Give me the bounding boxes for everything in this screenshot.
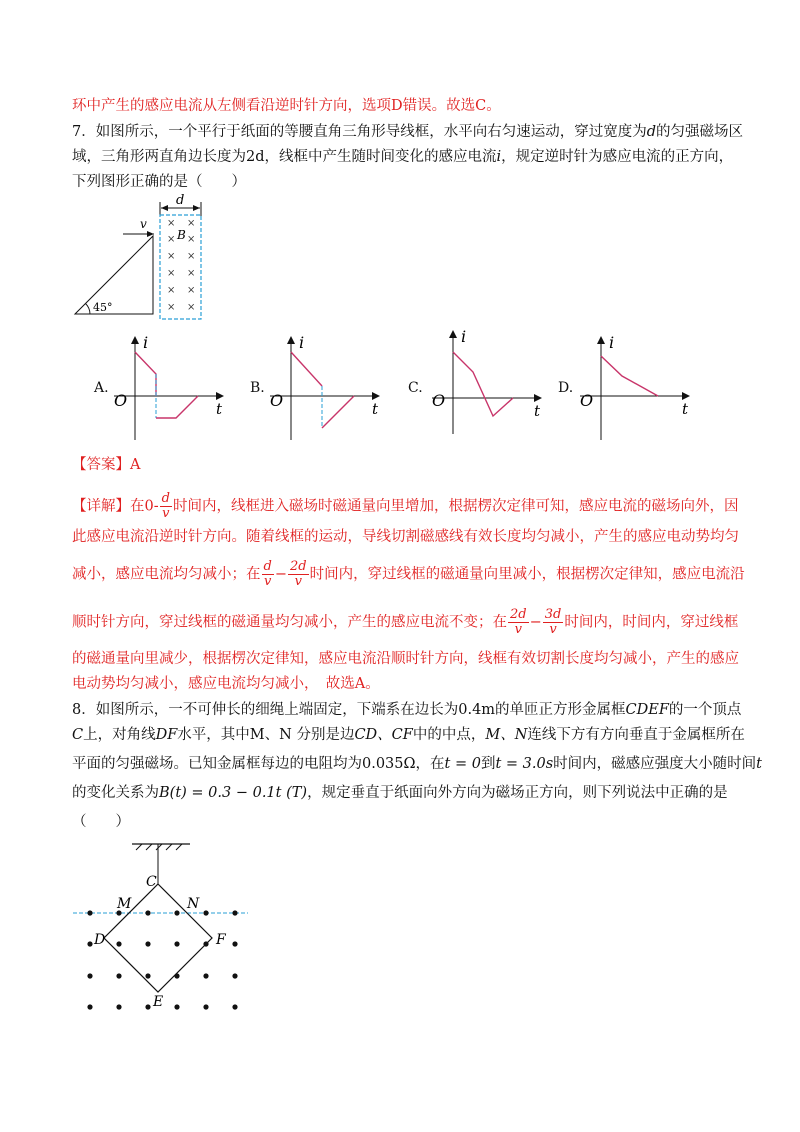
q8-l4a: 的变化关系为 [72, 785, 159, 801]
field-dot [174, 973, 179, 978]
q7-detail-line-5: 的磁通量向里减少，根据楞次定律知，感应电流沿顺时针方向，线框有效切割长度均匀减小，产生的感应 [72, 651, 739, 667]
frac-num: 3d [544, 607, 562, 622]
minus-sign: − [274, 566, 287, 583]
q8-length: 0.4m [458, 702, 496, 718]
q7-l1-end: 的匀强磁场区 [656, 124, 744, 140]
previous-answer-tail: 环中产生的感应电流从左侧看沿逆时针方向，选项D错误。故选C。 [72, 98, 501, 114]
cross-mark: × [187, 218, 196, 229]
q8-l1a: 8．如图所示，一不可伸长的细绳上端固定，下端系在边长为 [72, 702, 459, 718]
field-dot [203, 941, 208, 946]
answer-value: A [130, 457, 141, 473]
option-a-graph [110, 332, 230, 444]
q8-frame-name: CDEF [625, 702, 669, 718]
ceiling-hatch [136, 844, 182, 850]
cross-mark: × [167, 268, 176, 279]
field-dot [116, 941, 121, 946]
frac-num: d [263, 559, 272, 574]
field-dot [116, 973, 121, 978]
label-C: C [146, 874, 157, 890]
field-dot [145, 973, 150, 978]
frac-den: v [162, 506, 170, 521]
q7-detail-line-6: 电动势均匀减小，感应电流均匀减小， 故选A。 [72, 676, 380, 692]
q7-text-line-3: 下列图形正确的是（ ） [72, 174, 246, 190]
option-b-label: B. [250, 380, 265, 396]
label-F: F [216, 932, 226, 948]
field-dot [174, 1004, 179, 1009]
field-dot [232, 1004, 237, 1009]
field-dot [203, 973, 208, 978]
q8-text-line-2 [72, 725, 745, 745]
field-dot [87, 910, 92, 915]
option-a-label: A. [94, 380, 109, 396]
option-b-graph [266, 332, 386, 444]
field-dot [145, 941, 150, 946]
frac-num: 2d [510, 607, 527, 622]
frac-2d-v [508, 608, 529, 637]
q7-text-line-2 [72, 147, 734, 167]
option-d-label: D. [558, 380, 574, 396]
field-dot [87, 941, 92, 946]
q8-DF: DF [155, 727, 178, 743]
q8-l1c: 的一个顶点 [668, 702, 742, 718]
cross-mark: × [187, 302, 196, 313]
q8-l2g: 连线下方有方向垂直于金属框所在 [527, 727, 745, 743]
q8-figure [70, 836, 260, 1021]
label-E: E [153, 994, 164, 1010]
field-dot [116, 1004, 121, 1009]
frac-d-v [262, 560, 274, 589]
axis-i: i [461, 327, 467, 346]
frac-den: v [294, 574, 302, 589]
cross-mark: × [187, 285, 196, 296]
q7-l2b: ，线框中产生随时间变化的感应电流 [264, 149, 497, 165]
axis-t: t [372, 400, 379, 418]
q7-var-2d: 2d [246, 149, 265, 165]
cross-mark: × [187, 251, 196, 262]
cross-mark: × [187, 234, 196, 245]
q8-l3a: 平面的匀强磁场。已知金属框每边的电阻均为 [72, 756, 362, 772]
field-dot [203, 910, 208, 915]
cross-mark: × [167, 251, 176, 262]
q8-text-line-1 [72, 700, 742, 720]
field-dot [232, 941, 237, 946]
field-dot [174, 941, 179, 946]
axis-i: i [143, 333, 149, 352]
cross-mark: × [167, 285, 176, 296]
d3a: 减小，感应电流均匀减小；在 [72, 566, 261, 583]
q8-text-line-5: （ ） [72, 814, 130, 830]
field-dot [87, 973, 92, 978]
q7-l2c: ，规定逆时针为感应电流的正方向， [501, 149, 734, 165]
option-c-graph [428, 326, 548, 438]
triangle-frame [75, 236, 153, 314]
field-dot [232, 910, 237, 915]
q7-l2a: 域，三角形两直角边长度为 [72, 149, 246, 165]
d1b: 时间内，线框进入磁场时磁通量向里增加，根据楞次定律可知，感应电流的磁场向外，因 [172, 498, 739, 515]
q8-t1: t = 3.0s [495, 756, 554, 772]
field-dot [87, 1004, 92, 1009]
frac-2d-v [288, 560, 309, 589]
frac-num: 2d [289, 559, 307, 574]
d4b: 时间内，时间内，穿过线框 [564, 614, 739, 631]
cross-mark: × [167, 302, 176, 313]
q8-l2b: 水平，其中 [177, 727, 250, 743]
answer-tag: 【答案】 [72, 457, 130, 473]
d3b: 时间内，穿过线框的磁通量向里减小，根据楞次定律知，感应电流沿 [309, 566, 745, 583]
q8-t0: t = 0 [444, 756, 481, 772]
q8-l1b: 的单匝正方形金属框 [495, 702, 626, 718]
q8-l3d: 时间内，磁感应强度大小随时间 [553, 756, 757, 772]
label-N: N [187, 896, 200, 912]
cross-mark: × [167, 218, 176, 229]
option-c-label: C. [408, 380, 423, 396]
label-M: M [117, 896, 132, 912]
d1a: 在0- [130, 498, 159, 515]
frac-3d-v [543, 608, 564, 637]
angle-label: 45° [93, 301, 113, 314]
q7-figure [70, 192, 210, 322]
q8-l2d: CD、CF [354, 727, 413, 743]
q8-l2e: 中的中点， [412, 727, 486, 743]
origin-O: O [270, 391, 284, 410]
field-dot [232, 973, 237, 978]
v-label: v [140, 217, 147, 231]
axis-i: i [609, 333, 615, 352]
q7-text-line-1 [72, 122, 744, 142]
origin-O: O [432, 391, 446, 410]
minus-sign: − [529, 614, 542, 631]
d-label: d [176, 193, 185, 208]
q8-C: C [72, 727, 84, 743]
q8-text-line-3 [72, 754, 762, 774]
q8-equation: B(t) = 0.3 − 0.1t (T) [159, 785, 308, 801]
q8-resistance: 0.035Ω [362, 756, 416, 772]
cross-mark: × [167, 234, 176, 245]
d4a: 顺时针方向，穿过线框的磁通量均匀减小，产生的感应电流不变；在 [72, 614, 507, 631]
frac-den: v [549, 622, 557, 637]
axis-t: t [534, 402, 541, 420]
cross-mark: × [187, 268, 196, 279]
axis-i: i [299, 333, 305, 352]
B-label: B [177, 228, 186, 242]
q7-var-d: d [646, 124, 657, 140]
detail-tag: 【详解】 [72, 498, 130, 515]
frac-num: d [161, 491, 170, 506]
field-dot [145, 1004, 150, 1009]
q8-l2c: M、N 分别是边 [249, 727, 355, 743]
field-dot [174, 910, 179, 915]
label-D: D [94, 932, 106, 948]
frac-den: v [263, 574, 272, 589]
option-d-graph [576, 332, 696, 444]
origin-O: O [580, 391, 594, 410]
q7-var-i: i [496, 149, 502, 165]
field-dot [203, 1004, 208, 1009]
axis-t: t [216, 400, 223, 418]
q8-l3c: 到 [480, 756, 496, 772]
q8-l2a: 上，对角线 [83, 727, 156, 743]
q8-text-line-4 [72, 783, 728, 803]
q7-detail-line-1 [72, 491, 739, 521]
frac-d-v [160, 492, 172, 521]
q8-t: t [756, 756, 762, 772]
q7-l1: 7．如图所示，一个平行于纸面的等腰直角三角形导线框，水平向右匀速运动，穿过宽度为 [72, 124, 647, 140]
q7-answer [72, 455, 728, 475]
field-dot [145, 910, 150, 915]
origin-O: O [114, 391, 128, 410]
q7-detail-line-2: 此感应电流沿逆时针方向。随着线框的运动，导线切割磁感线有效长度均匀减小，产生的感应电动势均匀 [72, 529, 739, 545]
q8-l4b: ，规定垂直于纸面向外方向为磁场正方向，则下列说法中正确的是 [307, 785, 728, 801]
q8-l3b: ，在 [415, 756, 445, 772]
q7-detail-line-3 [72, 559, 745, 589]
frac-den: v [514, 622, 522, 637]
q8-l2f: M、N [485, 727, 528, 743]
axis-t: t [682, 400, 689, 418]
q7-detail-line-4 [72, 607, 739, 637]
